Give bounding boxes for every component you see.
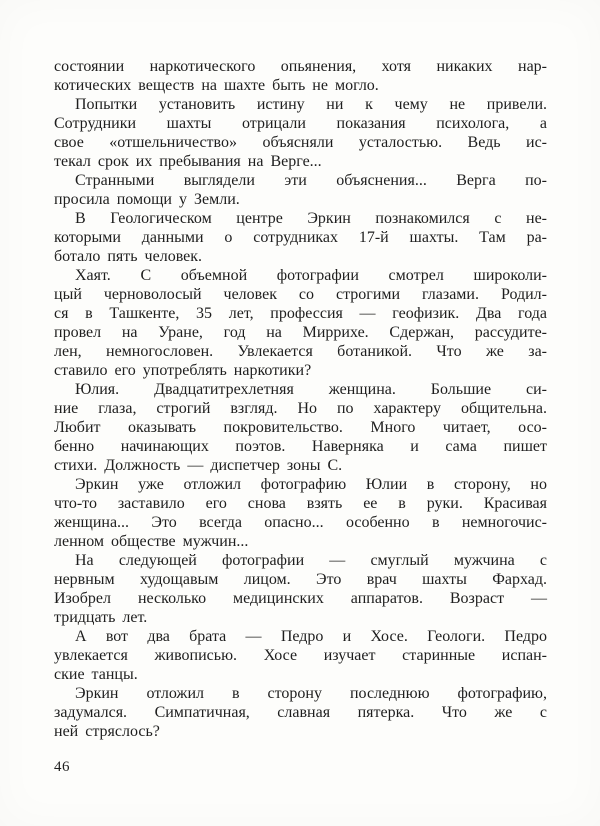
page-text <box>54 57 547 741</box>
text-line: Изобрел несколько медицинских аппаратов. Возраст — <box>54 590 547 607</box>
text-line: Эркин уже отложил фотографию Юлии в сторону, но <box>75 476 547 493</box>
text-line: что-то заставило его снова взять ее в руки. Красивая <box>54 495 547 512</box>
text-line: В Геологическом центре Эркин познакомился с не- <box>75 210 547 227</box>
text-line: бенно начинающих поэтов. Наверняка и сама пишет <box>54 438 547 455</box>
paragraph <box>54 209 547 266</box>
paragraph <box>54 266 547 380</box>
text-line: котических веществ на шахте быть не могло. <box>54 77 379 94</box>
text-line: ние глаза, строгий взгляд. Но по характеру общительна. <box>54 400 547 417</box>
text-line: На следующей фотографии — смуглый мужчина с <box>75 552 547 569</box>
text-line: Любит оказывать покровительство. Много читает, осо- <box>54 419 547 436</box>
text-line: ся в Ташкенте, 35 лет, профессия — геофизик. Два года <box>54 305 547 322</box>
text-line: стихи. Должность — диспетчер зоны С. <box>54 457 343 474</box>
text-line: провел на Уране, год на Миррихе. Сдержан, рассудите- <box>54 324 547 341</box>
text-line: Странными выглядели эти объяснения... Верга по- <box>75 172 547 189</box>
text-line: которыми данными о сотрудниках 17-й шахты. Там ра- <box>54 229 547 246</box>
paragraph <box>54 475 547 551</box>
text-line: ские танцы. <box>54 666 138 683</box>
text-line: Попытки установить истину ни к чему не привели. <box>75 96 547 113</box>
paragraph <box>54 627 547 684</box>
text-line: увлекается живописью. Хосе изучает старинные испан- <box>54 647 547 664</box>
text-line: тридцать лет. <box>54 609 148 626</box>
text-line: состоянии наркотического опьянения, хотя никаких нар- <box>54 58 547 75</box>
text-line: текал срок их пребывания на Верге... <box>54 153 322 170</box>
text-line: ставило его употреблять наркотики? <box>54 362 312 379</box>
text-line: Хаят. С объемной фотографии смотрел широколи- <box>75 267 547 284</box>
paragraph <box>54 551 547 627</box>
text-line: ней стряслось? <box>54 723 160 740</box>
text-line: цый черноволосый человек со строгими глазами. Родил- <box>54 286 547 303</box>
paragraph <box>54 57 547 95</box>
text-line: нервным худощавым лицом. Это врач шахты Фархад. <box>54 571 547 588</box>
text-line: ботало пять человек. <box>54 248 203 265</box>
paragraph <box>54 684 547 741</box>
text-line: Сотрудники шахты отрицали показания психолога, а <box>54 115 547 132</box>
text-line: женщина... Это всегда опасно... особенно в немногочис- <box>54 514 547 531</box>
text-line: ленном обществе мужчин... <box>54 533 249 550</box>
text-line: свое «отшельничество» объясняли усталостью. Ведь ис- <box>54 134 547 151</box>
paragraph <box>54 95 547 171</box>
paragraph <box>54 380 547 475</box>
text-line: Юлия. Двадцатитрехлетняя женщина. Большие си- <box>75 381 547 398</box>
text-line: просила помощи у Земли. <box>54 191 240 208</box>
text-line: А вот два брата — Педро и Хосе. Геологи. Педро <box>75 628 547 645</box>
text-line: задумался. Симпатичная, славная пятерка. Что же с <box>54 704 547 721</box>
text-line: Эркин отложил в сторону последнюю фотографию, <box>75 685 547 702</box>
page-number: 46 <box>54 759 70 775</box>
paragraph <box>54 171 547 209</box>
text-line: лен, немногословен. Увлекается ботаникой. Что же за- <box>54 343 547 360</box>
